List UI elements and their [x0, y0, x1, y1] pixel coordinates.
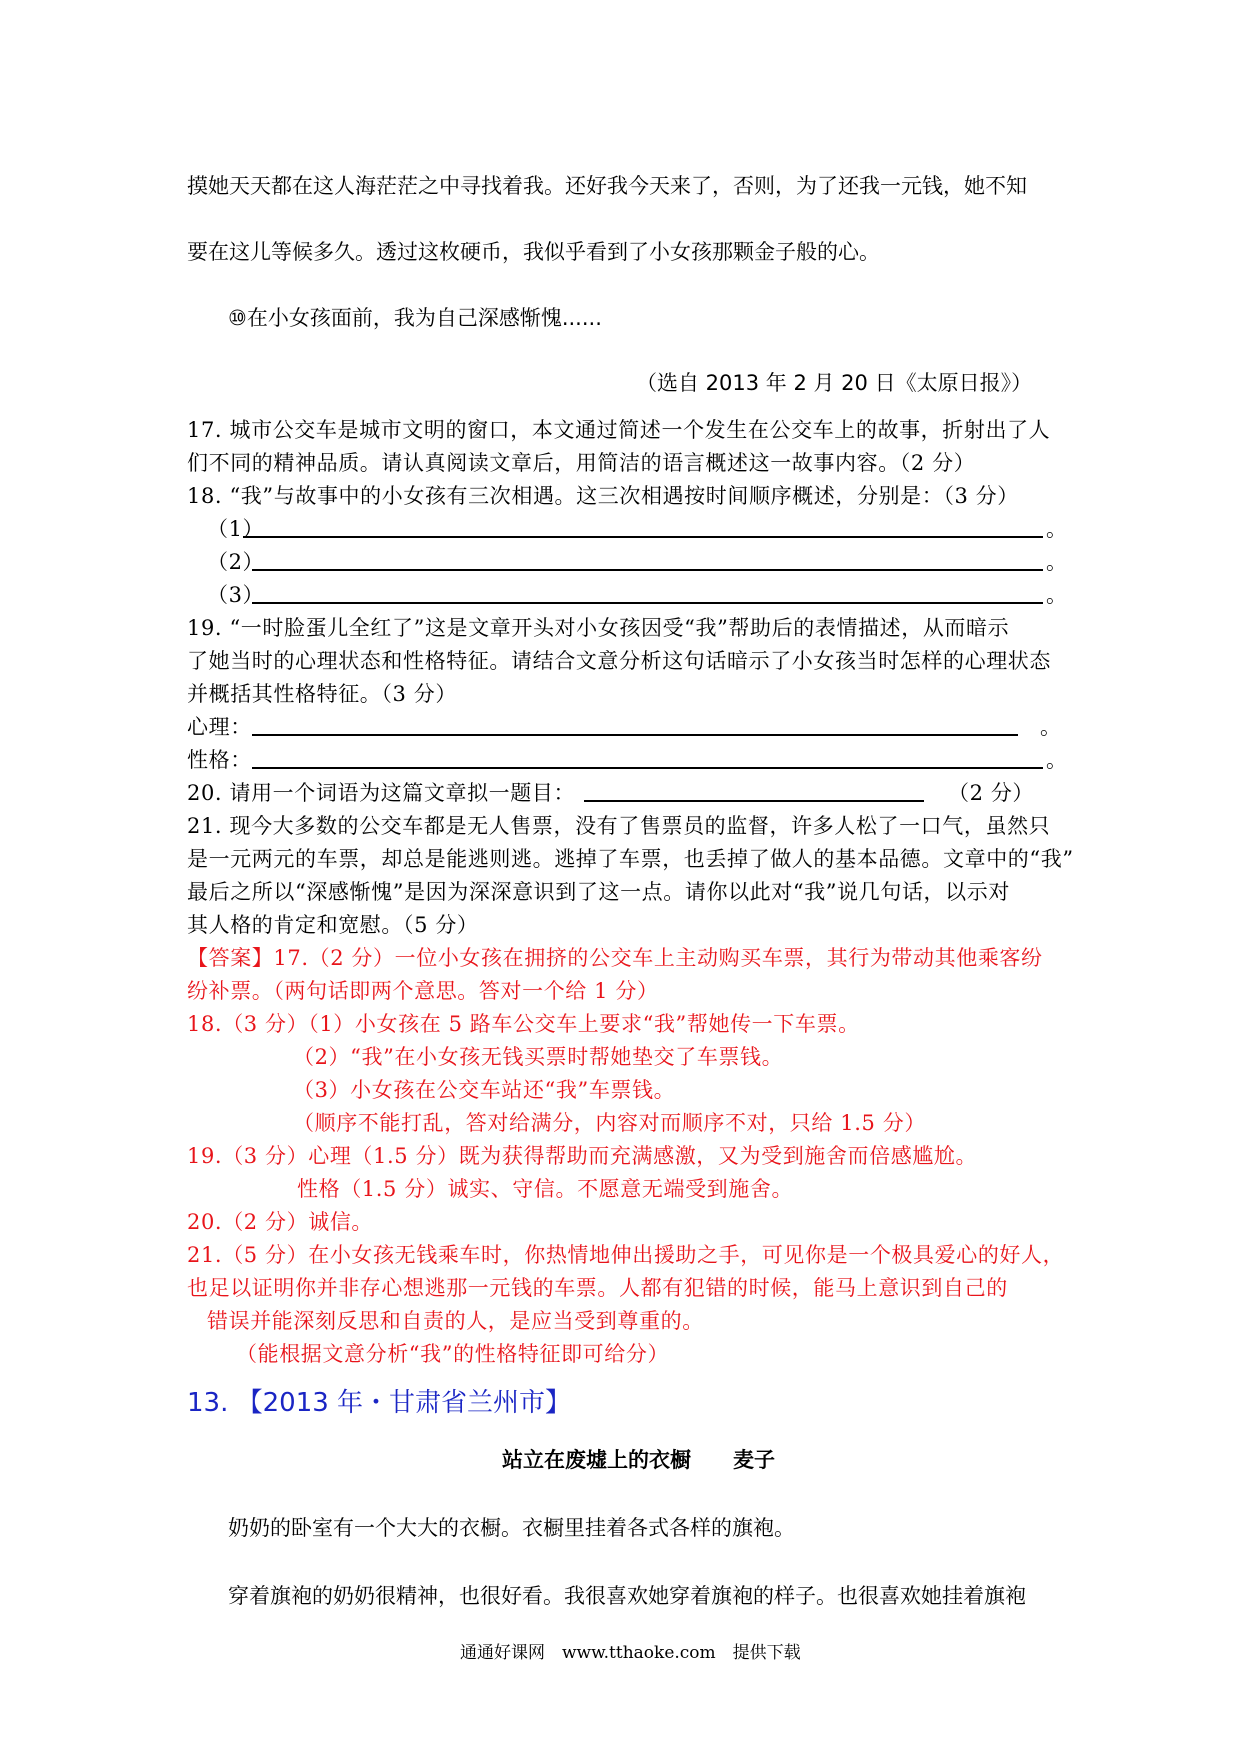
period-19-character: 。 [1046, 748, 1068, 772]
question-19-line-3: 并概括其性格特征。（3 分） [187, 682, 457, 706]
answer-19-line-2: 性格（1.5 分）诚实、守信。不愿意无端受到施舍。 [297, 1177, 794, 1201]
article-paragraph-1: 奶奶的卧室有一个大大的衣橱。衣橱里挂着各式各样的旗袍。 [228, 1516, 795, 1540]
answer-20-line-1: 20.（2 分）诚信。 [187, 1210, 374, 1234]
question-18-item-3-label: （3） [207, 583, 265, 607]
question-21-line-1: 21. 现今大多数的公交车都是无人售票，没有了售票员的监督，许多人松了一口气，虽然只 [187, 814, 1051, 838]
answer-21-line-3: 错误并能深刻反思和自责的人，是应当受到尊重的。 [207, 1309, 704, 1333]
answer-blank-18-2[interactable] [252, 569, 1043, 571]
answer-blank-18-1[interactable] [243, 536, 1043, 538]
story-line-1: 摸她天天都在这人海茫茫之中寻找着我。还好我今天来了，否则，为了还我一元钱，她不知 [187, 174, 1027, 198]
question-20-points: （2 分） [948, 781, 1035, 805]
answer-19-line-1: 19.（3 分）心理（1.5 分）既为获得帮助而充满感激，又为受到施舍而倍感尴尬。 [187, 1144, 978, 1168]
question-21-line-4: 其人格的肯定和宽慰。（5 分） [187, 913, 479, 937]
question-18-line-1: 18. “我”与故事中的小女孩有三次相遇。这三次相遇按时间顺序概述，分别是：（3 分） [187, 484, 1019, 508]
period-18-2: 。 [1046, 550, 1068, 574]
article-paragraph-2: 穿着旗袍的奶奶很精神，也很好看。我很喜欢她穿着旗袍的样子。也很喜欢她挂着旗袍 [228, 1584, 1026, 1608]
question-21-line-3: 最后之所以“深感惭愧”是因为深深意识到了这一点。请你以此对“我”说几句话，以示对 [187, 880, 1010, 904]
answer-blank-20[interactable] [584, 800, 924, 802]
answer-21-line-2: 也足以证明你并非存心想逃那一元钱的车票。人都有犯错的时候，能马上意识到自己的 [187, 1276, 1008, 1300]
story-paragraph-10: ⑩在小女孩面前，我为自己深感惭愧...... [228, 306, 602, 330]
question-18-item-2-label: （2） [207, 550, 265, 574]
period-18-1: 。 [1046, 517, 1068, 541]
answer-blank-19-mind[interactable] [252, 734, 1018, 736]
answer-17-line-2: 纷补票。（两句话即两个意思。答对一个给 1 分） [187, 979, 659, 1003]
question-17-line-1: 17. 城市公交车是城市文明的窗口，本文通过简述一个发生在公交车上的故事，折射出了人 [187, 418, 1051, 442]
question-19-mind-label: 心理： [187, 715, 252, 739]
question-18-item-1-label: （1） [207, 517, 265, 541]
answer-18-line-3: （3）小女孩在公交车站还“我”车票钱。 [293, 1078, 676, 1102]
answer-18-line-1: 18.（3 分）（1）小女孩在 5 路车公交车上要求“我”帮她传一下车票。 [187, 1012, 860, 1036]
answer-blank-19-character[interactable] [252, 767, 1043, 769]
article-title: 站立在废墟上的衣橱 麦子 [502, 1448, 775, 1472]
question-19-line-2: 了她当时的心理状态和性格特征。请结合文意分析这句话暗示了小女孩当时怎样的心理状态 [187, 649, 1051, 673]
answer-blank-18-3[interactable] [252, 602, 1043, 604]
page-footer: 通通好课网 www.tthaoke.com 提供下载 [460, 1643, 801, 1663]
period-19-mind: 。 [1040, 715, 1062, 739]
story-source: （选自 2013 年 2 月 20 日《太原日报》） [636, 371, 1033, 395]
answer-17-line-1: 【答案】17.（2 分）一位小女孩在拥挤的公交车上主动购买车票，其行为带动其他乘客纷 [187, 946, 1043, 970]
question-17-line-2: 们不同的精神品质。请认真阅读文章后，用简洁的语言概述这一故事内容。（2 分） [187, 451, 976, 475]
question-21-line-2: 是一元两元的车票，却总是能逃则逃。逃掉了车票，也丢掉了做人的基本品德。文章中的“我” [187, 847, 1074, 871]
story-line-2: 要在这儿等候多久。透过这枚硬币，我似乎看到了小女孩那颗金子般的心。 [187, 240, 880, 264]
question-19-line-1: 19. “一时脸蛋儿全红了”这是文章开头对小女孩因受“我”帮助后的表情描述，从而暗示 [187, 616, 1010, 640]
answer-18-line-2: （2）“我”在小女孩无钱买票时帮她垫交了车票钱。 [293, 1045, 784, 1069]
question-19-character-label: 性格： [187, 748, 252, 772]
answer-21-line-1: 21.（5 分）在小女孩无钱乘车时，你热情地伸出援助之手，可见你是一个极具爱心的好人， [187, 1243, 1065, 1267]
section-13-heading: 13. 【2013 年・甘肃省兰州市】 [187, 1388, 572, 1418]
answer-18-line-4: （顺序不能打乱，答对给满分，内容对而顺序不对，只给 1.5 分） [293, 1111, 926, 1135]
answer-21-line-4: （能根据文意分析“我”的性格特征即可给分） [236, 1342, 670, 1366]
question-20-label: 20. 请用一个词语为这篇文章拟一题目： [187, 781, 576, 805]
period-18-3: 。 [1046, 583, 1068, 607]
